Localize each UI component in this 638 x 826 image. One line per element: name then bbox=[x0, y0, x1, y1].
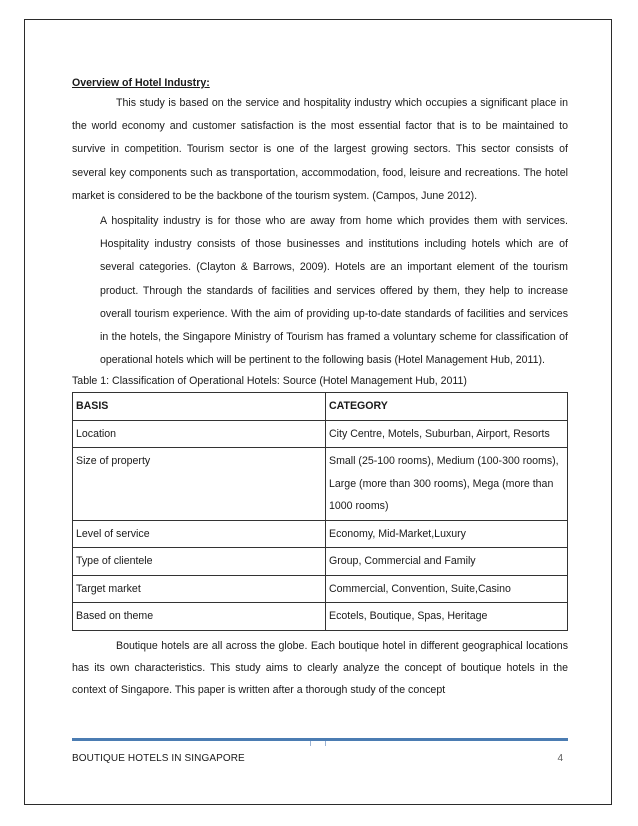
table-header-basis: BASIS bbox=[73, 393, 326, 421]
table-cell-category: Economy, Mid-Market,Luxury bbox=[326, 520, 568, 548]
page-number: 4 bbox=[557, 753, 563, 764]
table-caption: Table 1: Classification of Operational Hotels: Source (Hotel Management Hub, 2011) bbox=[72, 375, 467, 388]
table-cell-basis: Level of service bbox=[73, 520, 326, 548]
table-cell-category: Commercial, Convention, Suite,Casino bbox=[326, 575, 568, 603]
table-cell-basis: Type of clientele bbox=[73, 548, 326, 576]
table-row bbox=[73, 448, 568, 521]
footer-title: BOUTIQUE HOTELS IN SINGAPORE bbox=[72, 753, 245, 764]
table-cell-basis: Location bbox=[73, 420, 326, 448]
table-header-category: CATEGORY bbox=[326, 393, 568, 421]
table-cell-basis: Size of property bbox=[73, 448, 326, 521]
paragraph-hospitality: A hospitality industry is for those who are away from home which provides them with services. Hospitality industry consists of those businesses and institutions including hotels which are of several categories. (Clayton & Barrows, 2009). Hotels are an important element of the tourism product. Through the standards of facilities and services offered by them, they help to increase overall tourism experience. With the aim of providing up-to-date standards of facilities and services in the hotels, the Singapore Ministry of Tourism has framed a voluntary scheme for classification of operational hotels which will be pertinent to the following basis (Hotel Management Hub, 2011). bbox=[100, 215, 568, 367]
section-heading: Overview of Hotel Industry: bbox=[72, 77, 210, 89]
page-content bbox=[72, 74, 568, 701]
table-cell-category: City Centre, Motels, Suburban, Airport, Resorts bbox=[326, 420, 568, 448]
table-cell-category: Small (25-100 rooms), Medium (100-300 rooms), Large (more than 300 rooms), Mega (more than 1000 rooms) bbox=[326, 448, 568, 521]
footer-tick bbox=[310, 741, 326, 746]
table-cell-basis: Based on theme bbox=[73, 603, 326, 631]
table-cell-category: Ecotels, Boutique, Spas, Heritage bbox=[326, 603, 568, 631]
table-row bbox=[73, 603, 568, 631]
table-row bbox=[73, 575, 568, 603]
table-header-row bbox=[73, 393, 568, 421]
paragraph-boutique: Boutique hotels are all across the globe. Each boutique hotel in different geographical locations has its own characteristics. This study aims to clearly analyze the concept of boutique hotels in the context of Singapore. This paper is written after a thorough study of the concept bbox=[72, 639, 568, 697]
table-row bbox=[73, 520, 568, 548]
table-cell-category: Group, Commercial and Family bbox=[326, 548, 568, 576]
paragraph-intro: This study is based on the service and hospitality industry which occupies a significant place in the world economy and customer satisfaction is the most essential factor that is to be maintained to survive in competition. Tourism sector is one of the largest growing sectors. This sector consists of several key components such as transportation, accommodation, food, leisure and recreations. The hotel market is considered to be the backbone of the tourism system. (Campos, June 2012). bbox=[72, 97, 568, 202]
table-row bbox=[73, 420, 568, 448]
classification-table bbox=[72, 392, 568, 631]
table-row bbox=[73, 548, 568, 576]
table-cell-basis: Target market bbox=[73, 575, 326, 603]
